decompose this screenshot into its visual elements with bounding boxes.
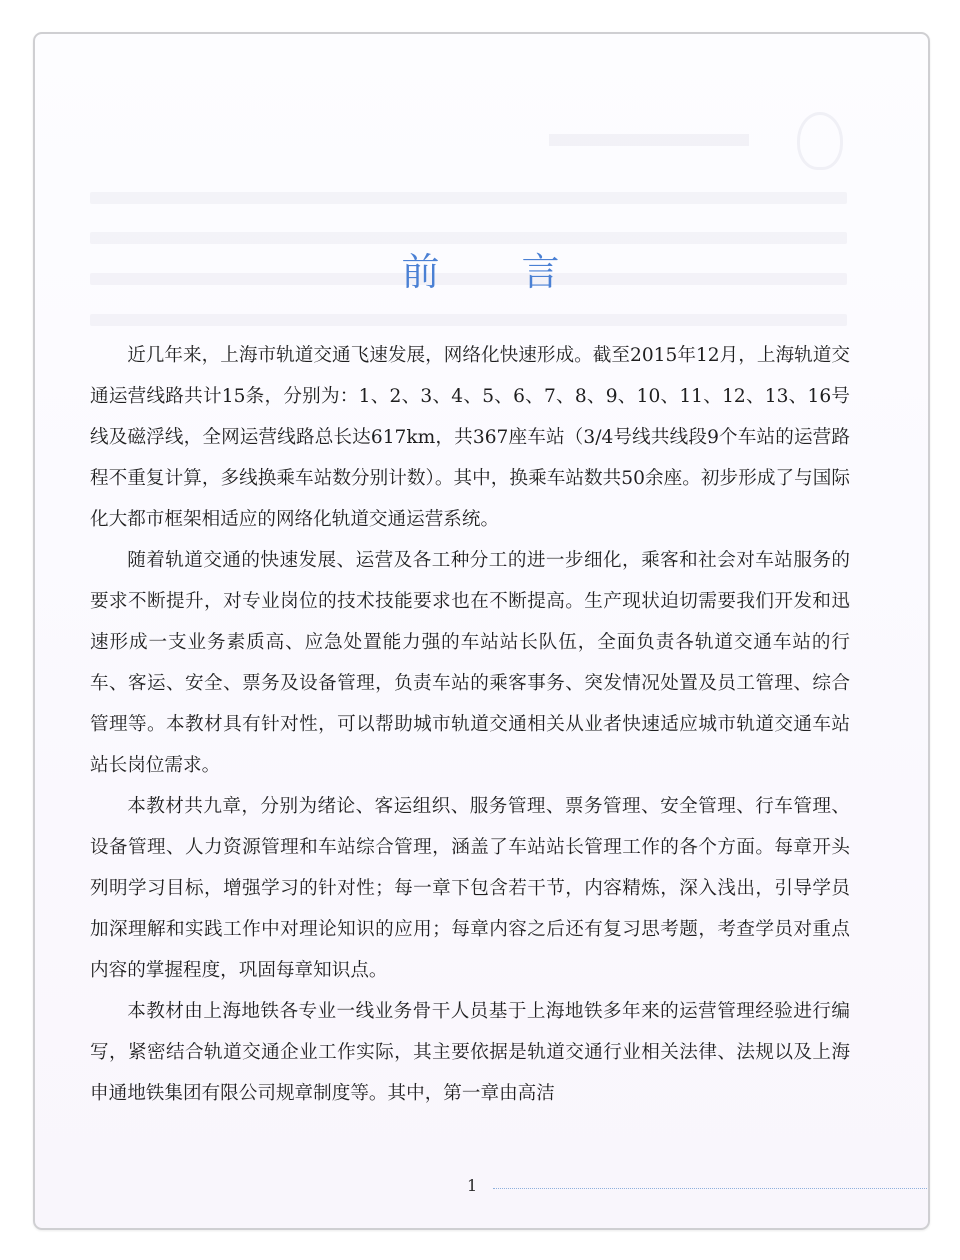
paragraph: 随着轨道交通的快速发展、运营及各工种分工的进一步细化，乘客和社会对车站服务的要求不断提升，对专业岗位的技术技能要求也在不断提高。生产现状迫切需要我们开发和迅速形成一支业务素质高、应急处置能力强的车站站长队伍，全面负责各轨道交通车站的行车、客运、安全、票务及设备管理，负责车站的乘客事务、突发情况处置及员工管理、综合管理等。本教材具有针对性，可以帮助城市轨道交通相关从业者快速适应城市轨道交通车站站长岗位需求。 bbox=[90, 550, 850, 776]
page-footer bbox=[35, 1174, 928, 1204]
page-number: 1 bbox=[467, 1176, 478, 1195]
bleed-through-logo-icon bbox=[797, 112, 843, 170]
title-char: 前 bbox=[401, 250, 442, 294]
footer-rule bbox=[493, 1188, 930, 1189]
page-title bbox=[35, 250, 928, 294]
bleed-through-header bbox=[549, 134, 749, 146]
bleed-through-line bbox=[90, 232, 847, 244]
bleed-through-line bbox=[90, 192, 847, 204]
body-text bbox=[90, 335, 850, 1114]
bleed-through-line bbox=[90, 314, 847, 326]
book-page bbox=[33, 32, 930, 1230]
paragraph: 本教材共九章，分别为绪论、客运组织、服务管理、票务管理、安全管理、行车管理、设备管理、人力资源管理和车站综合管理，涵盖了车站站长管理工作的各个方面。每章开头列明学习目标，增强学习的针对性；每一章下包含若干节，内容精炼，深入浅出，引导学员加深理解和实践工作中对理论知识的应用；每章内容之后还有复习思考题，考查学员对重点内容的掌握程度，巩固每章知识点。 bbox=[90, 796, 850, 981]
title-char: 言 bbox=[521, 250, 562, 294]
paragraph: 近几年来，上海市轨道交通飞速发展，网络化快速形成。截至2015年12月，上海轨道交通运营线路共计15条，分别为：1、2、3、4、5、6、7、8、9、10、11、12、13、16号线及磁浮线，全网运营线路总长达617km，共367座车站（3/4号线共线段9个车站的运营路程不重复计算，多线换乘车站数分别计数）。其中，换乘车站数共50余座。初步形成了与国际化大都市框架相适应的网络化轨道交通运营系统。 bbox=[90, 345, 850, 530]
paragraph: 本教材由上海地铁各专业一线业务骨干人员基于上海地铁多年来的运营管理经验进行编写，紧密结合轨道交通企业工作实际，其主要依据是轨道交通行业相关法律、法规以及上海申通地铁集团有限公司规章制度等。其中，第一章由高洁 bbox=[90, 1001, 850, 1104]
